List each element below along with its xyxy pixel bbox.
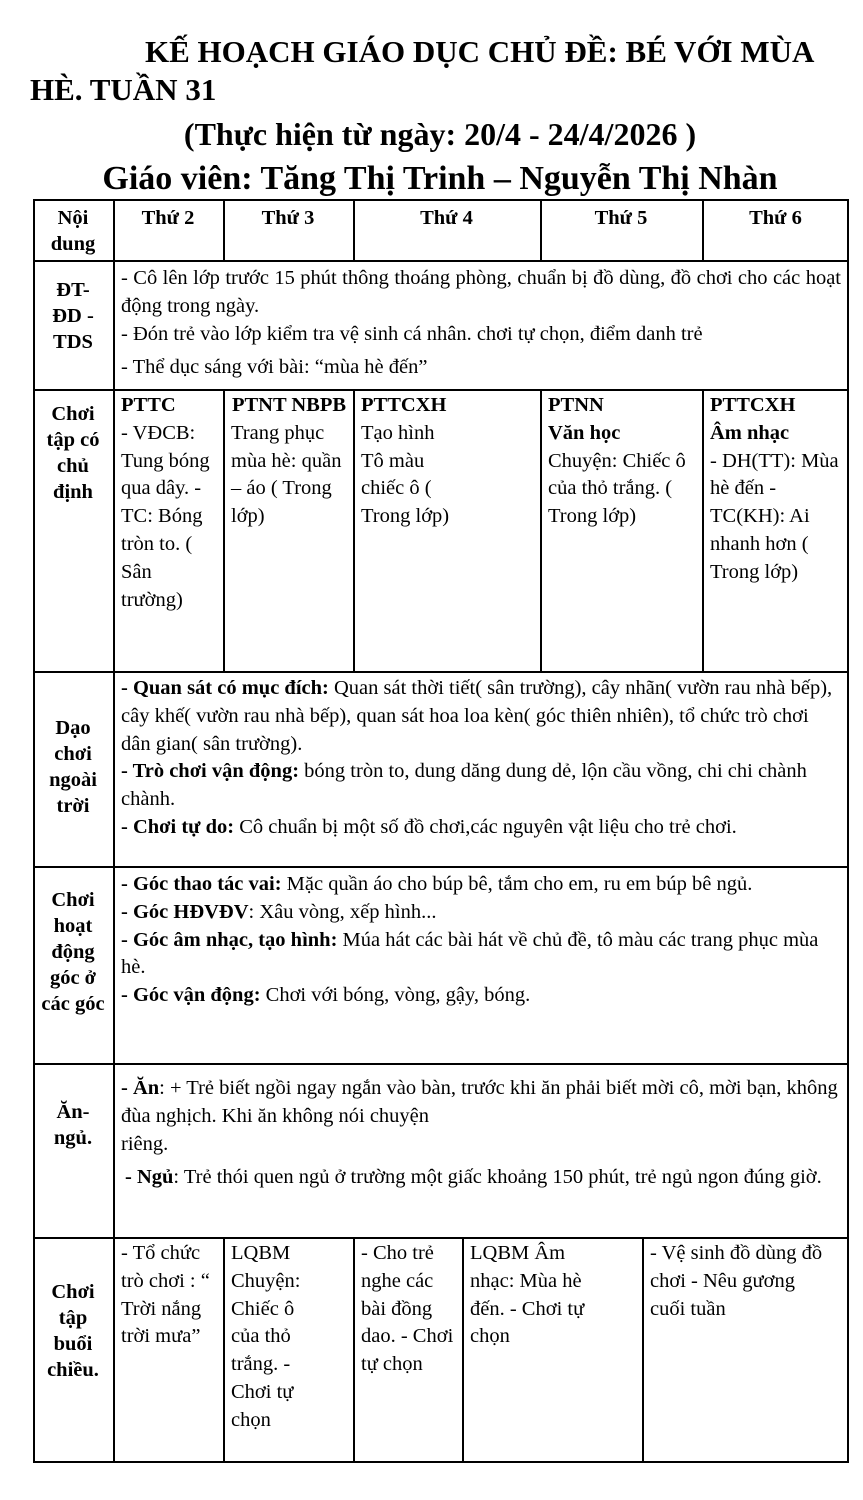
corner-item-title: - Góc HĐVĐV bbox=[121, 900, 249, 923]
header-content: Nội dung bbox=[50, 207, 96, 255]
outdoor-item-text: Cô chuẩn bị một số đồ chơi,các nguyên vật liệu cho trẻ chơi. bbox=[234, 815, 737, 838]
header-fri: Thứ 6 bbox=[749, 207, 802, 229]
afternoon-thu-text: LQBM Âm nhạc: Mùa hè đến. - Chơi tự chọn bbox=[470, 1242, 585, 1348]
header-thu: Thứ 5 bbox=[594, 207, 648, 229]
header-wed: Thứ 4 bbox=[420, 207, 473, 229]
corner-item-text: Chơi với bóng, vòng, gậy, bóng. bbox=[260, 984, 531, 1007]
meals-eat-text: : + Trẻ biết ngồi ngay ngắn vào bàn, trước khi ăn phải biết mời cô, mời bạn, không đùa nghịch. Khi ăn không nói chuyện bbox=[121, 1077, 838, 1127]
afternoon-mon: - Tổ chức trò chơi : “ Trời nắng trời mưa” bbox=[121, 1242, 210, 1348]
corner-item-title: - Góc vận động: bbox=[121, 984, 261, 1007]
meals-sleep-text: : Trẻ thói quen ngủ ở trường một giấc khoảng 150 phút, trẻ ngủ ngon đúng giờ. bbox=[173, 1166, 822, 1189]
activity-fri bbox=[704, 392, 849, 587]
outdoor-item-title: - Chơi tự do: bbox=[121, 815, 235, 838]
welcome-content bbox=[115, 265, 847, 382]
activity-fri-sub: Âm nhạc bbox=[710, 421, 790, 444]
meals-content bbox=[115, 1075, 847, 1192]
activity-mon-text: - VĐCB: Tung bóng qua dây. -TC: Bóng tròn to. ( Sân trường) bbox=[121, 421, 210, 611]
activity-mon bbox=[115, 392, 223, 614]
activity-thu-text: Chuyện: Chiếc ô của thỏ trắng. ( Trong lớp) bbox=[548, 449, 686, 528]
activity-fri-text: - DH(TT): Mùa hè đến - TC(KH): Ai nhanh hơn ( Trong lớp) bbox=[710, 449, 839, 583]
row-label-corners: Chơi hoạt động góc ở các góc bbox=[41, 889, 105, 1015]
activity-wed-text: Tạo hình Tô màu chiếc ô ( Trong lớp) bbox=[361, 421, 450, 528]
row-label-meals: Ăn- ngủ. bbox=[53, 1101, 93, 1149]
outdoor-item-title: - Quan sát có mục đích: bbox=[121, 677, 329, 699]
activity-mon-head: PTTC bbox=[121, 394, 176, 416]
welcome-line: - Cô lên lớp trước 15 phút thông thoáng phòng, chuẩn bị đồ dùng, đồ chơi cho các hoạt động trong ngày. bbox=[121, 267, 841, 317]
activity-thu-head: PTNN bbox=[548, 394, 604, 416]
meals-sleep-title: - Ngủ bbox=[125, 1166, 174, 1189]
afternoon-tue-text: LQBM Chuyện: Chiếc ô của thỏ trắng. - Chơi tự chọn bbox=[231, 1242, 301, 1431]
afternoon-fri bbox=[644, 1240, 849, 1323]
row-label-welcome: ĐT- ĐD - TDS bbox=[52, 279, 94, 353]
meals-eat-title: - Ăn bbox=[121, 1077, 160, 1099]
activity-wed bbox=[355, 392, 540, 531]
schedule-table bbox=[33, 199, 849, 1463]
welcome-line: - Thể dục sáng với bài: “mùa hè đến” bbox=[121, 356, 428, 379]
outdoor-item-text: Quan sát thời tiết( sân trường), cây nhãn( vườn rau nhà bếp), cây khế( vườn rau nhà bếp), quan sát hoa loa kèn( góc thiên nhiên), tổ chức trò chơi dân gian( sân trường). bbox=[121, 677, 833, 755]
outdoor-item-title: - Trò chơi vận động: bbox=[121, 760, 300, 783]
row-label-outdoor: Dạo chơi ngoài trời bbox=[49, 717, 97, 817]
afternoon-thu bbox=[464, 1240, 642, 1351]
corner-item-text: Mặc quần áo cho búp bê, tắm cho em, ru em búp bê ngủ. bbox=[281, 873, 753, 895]
corner-item-text: Múa hát các bài hát về chủ đề, tô màu các trang phục mùa hè. bbox=[121, 928, 819, 979]
plan-dates: (Thực hiện từ ngày: 20/4 - 24/4/2026 ) bbox=[183, 116, 697, 152]
afternoon-tue bbox=[225, 1240, 353, 1435]
activity-tue-head: PTNT NBPB bbox=[231, 394, 347, 416]
row-label-afternoon: Chơi tập buổi chiều. bbox=[47, 1281, 99, 1381]
outdoor-item-text: bóng tròn to, dung dăng dung dẻ, lộn cầu vồng, chi chi chành chành. bbox=[121, 760, 807, 811]
header-tue: Thứ 3 bbox=[261, 207, 315, 229]
activity-thu-sub: Văn học bbox=[548, 421, 621, 444]
corner-item-title: - Góc thao tác vai: bbox=[121, 873, 282, 895]
corners-content bbox=[115, 871, 847, 1010]
plan-teachers: Giáo viên: Tăng Thị Trinh – Nguyễn Thị Nhàn bbox=[102, 160, 778, 197]
meals-eat-text-end: riêng. bbox=[121, 1132, 169, 1155]
header-mon: Thứ 2 bbox=[141, 207, 195, 229]
outdoor-content bbox=[115, 675, 847, 842]
activity-tue bbox=[225, 392, 353, 531]
activity-fri-head: PTTCXH bbox=[710, 394, 796, 416]
activity-wed-head: PTTCXH bbox=[361, 394, 447, 416]
afternoon-fri-text: - Vệ sinh đồ dùng đồ chơi - Nêu gương cuối tuần bbox=[650, 1242, 823, 1320]
activity-thu bbox=[542, 392, 702, 531]
corner-item-title: - Góc âm nhạc, tạo hình: bbox=[121, 928, 338, 951]
activity-tue-text: Trang phục mùa hè: quần – áo ( Trong lớp) bbox=[231, 421, 342, 528]
plan-title: KẾ HOẠCH GIÁO DỤC CHỦ ĐỀ: BÉ VỚI MÙA HÈ. TUẦN 31 bbox=[30, 34, 813, 107]
welcome-line: - Đón trẻ vào lớp kiểm tra vệ sinh cá nhân. chơi tự chọn, điểm danh trẻ bbox=[121, 322, 703, 345]
afternoon-wed: - Cho trẻ nghe các bài đồng dao. - Chơi tự chọn bbox=[361, 1242, 454, 1376]
row-label-activities: Chơi tập có chủ định bbox=[46, 403, 100, 503]
corner-item-text: : Xâu vòng, xếp hình... bbox=[248, 900, 437, 923]
